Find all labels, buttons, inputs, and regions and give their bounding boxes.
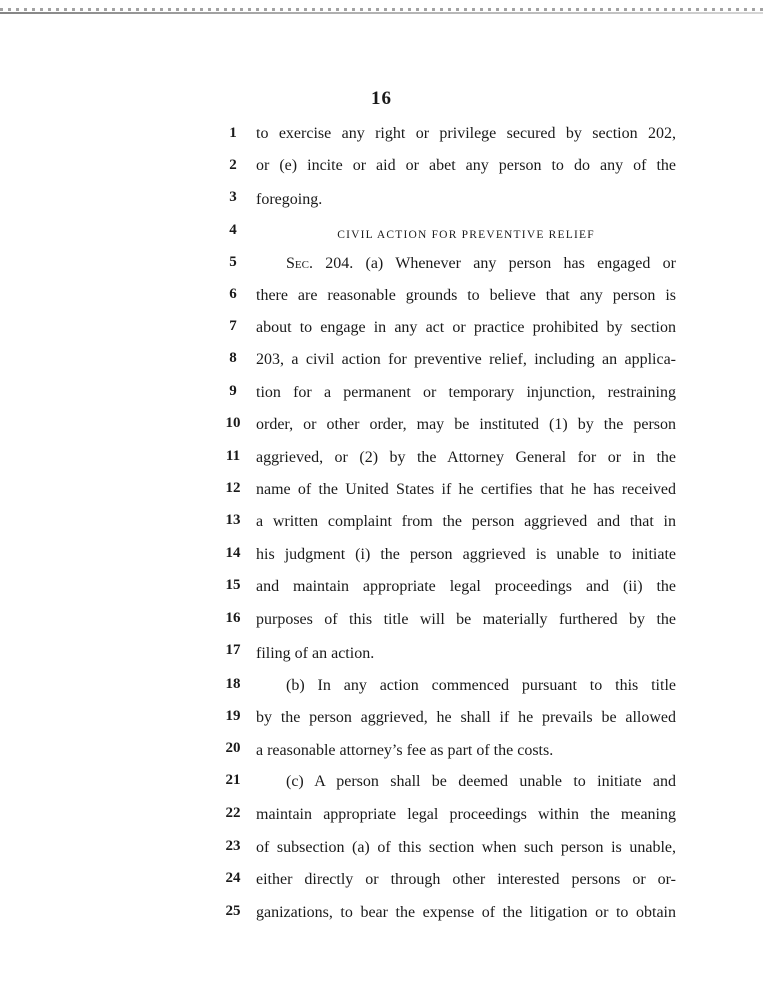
line-number: 8	[229, 350, 237, 366]
text-line: to exercise any right or privilege secured by section 202,	[256, 125, 676, 142]
text-line-rest: 204. (a) Whenever any person has engaged or	[312, 255, 676, 272]
line-number: 1	[229, 125, 237, 141]
line-number: 4	[229, 222, 237, 238]
line-number: 20	[225, 740, 241, 756]
text-line: 203, a civil action for preventive relief, including an applica-	[256, 351, 676, 368]
text-line: filing of an action.	[256, 645, 375, 662]
text-line: (b) In any action commenced pursuant to this title	[286, 677, 676, 694]
line-number: 5	[229, 254, 237, 270]
line-number: 7	[229, 318, 237, 334]
text-line: of subsection (a) of this section when such person is unable,	[256, 839, 676, 856]
text-line	[256, 254, 676, 274]
line-number: 24	[225, 870, 241, 886]
text-line: about to engage in any act or practice prohibited by section	[256, 319, 676, 336]
line-number: 3	[229, 189, 237, 205]
text-line: ganizations, to bear the expense of the litigation or to obtain	[256, 904, 676, 921]
line-number: 10	[225, 415, 241, 431]
text-line: by the person aggrieved, he shall if he prevails be allowed	[256, 709, 676, 726]
line-number: 25	[225, 903, 241, 919]
section-heading: CIVIL ACTION FOR PREVENTIVE RELIEF	[337, 229, 595, 241]
text-line: either directly or through other interested persons or or-	[256, 871, 676, 888]
section-abbrev: Sec.	[286, 255, 313, 272]
line-number: 17	[225, 642, 241, 658]
text-line: (c) A person shall be deemed unable to initiate and	[286, 773, 676, 790]
text-line: name of the United States if he certifies that he has received	[256, 481, 676, 498]
line-number: 19	[225, 708, 241, 724]
text-line: tion for a permanent or temporary injunction, restraining	[256, 384, 676, 401]
text-line: a written complaint from the person aggrieved and that in	[256, 513, 676, 530]
line-number: 11	[225, 448, 241, 464]
page-number: 16	[371, 88, 392, 109]
text-line: maintain appropriate legal proceedings within the meaning	[256, 806, 676, 823]
text-line: aggrieved, or (2) by the Attorney General for or in the	[256, 449, 676, 466]
text-line: order, or other order, may be instituted (1) by the person	[256, 416, 676, 433]
line-number: 2	[229, 157, 237, 173]
line-number: 16	[225, 610, 241, 626]
line-number: 21	[225, 772, 241, 788]
line-number: 13	[225, 512, 241, 528]
line-number: 15	[225, 577, 241, 593]
text-line: his judgment (i) the person aggrieved is unable to initiate	[256, 546, 676, 563]
line-number: 12	[225, 480, 241, 496]
text-line: there are reasonable grounds to believe that any person is	[256, 287, 676, 304]
line-number: 22	[225, 805, 241, 821]
line-number: 9	[229, 383, 237, 399]
text-line: or (e) incite or aid or abet any person to do any of the	[256, 157, 676, 174]
line-number: 18	[225, 676, 241, 692]
line-number: 23	[225, 838, 241, 854]
text-line: and maintain appropriate legal proceedings and (ii) the	[256, 578, 676, 595]
line-number: 14	[225, 545, 241, 561]
text-line: purposes of this title will be materially furthered by the	[256, 611, 676, 628]
text-line: foregoing.	[256, 191, 323, 208]
text-line: a reasonable attorney’s fee as part of the costs.	[256, 742, 554, 759]
line-number: 6	[229, 286, 237, 302]
